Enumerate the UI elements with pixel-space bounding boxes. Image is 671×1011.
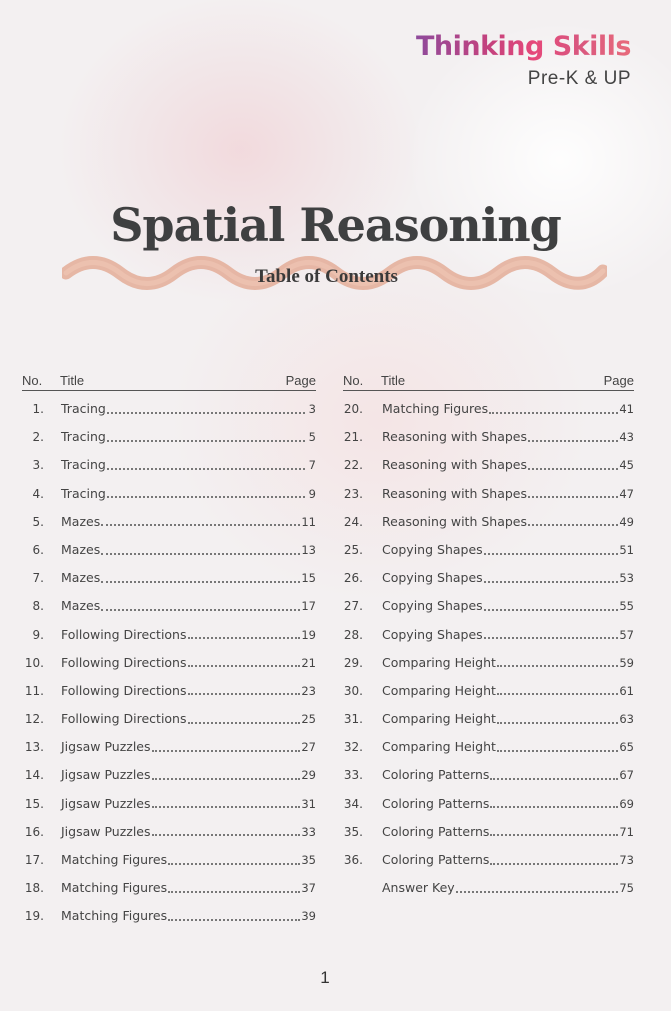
- book-title: Spatial Reasoning: [110, 198, 561, 252]
- entry-title: Copying Shapes: [382, 626, 483, 642]
- dot-leader: [490, 862, 618, 865]
- dot-leader: [528, 467, 618, 470]
- toc-entry: [22, 621, 316, 649]
- dot-leader: [152, 833, 301, 836]
- entry-page: 59: [619, 655, 634, 670]
- entry-number: 2.: [32, 430, 44, 445]
- entry-number: 6.: [32, 542, 44, 557]
- series-age-level: Pre-K & UP: [527, 68, 631, 89]
- entry-number: 15.: [24, 796, 44, 811]
- entry-number: 13.: [24, 740, 44, 755]
- entry-title: Jigsaw Puzzles: [61, 823, 151, 839]
- entry-page: 63: [619, 712, 634, 727]
- entry-page: 73: [619, 853, 634, 867]
- entry-page: 65: [619, 740, 634, 755]
- entry-number: 35.: [343, 824, 363, 839]
- entry-page: 17: [301, 599, 316, 614]
- toc-entry: [343, 677, 634, 705]
- dot-leader: [101, 580, 300, 583]
- dot-leader: [101, 523, 300, 526]
- entry-page: 11: [301, 514, 316, 529]
- toc-entry: [343, 733, 634, 761]
- entry-number: 18.: [24, 881, 44, 896]
- entry-number: 32.: [343, 740, 363, 755]
- entry-page: 49: [619, 514, 634, 529]
- entry-number: 17.: [24, 853, 44, 867]
- entry-title: Reasoning with Shapes: [382, 429, 528, 445]
- toc-entry: [22, 790, 316, 818]
- toc-entry: [22, 423, 316, 451]
- dot-leader: [101, 608, 300, 611]
- toc-entry: [22, 761, 316, 789]
- entry-number: 34.: [343, 796, 363, 811]
- entry-number: 26.: [343, 571, 363, 586]
- dot-leader: [497, 721, 618, 724]
- dot-leader: [188, 721, 301, 724]
- dot-leader: [168, 862, 300, 865]
- entry-title: Coloring Patterns: [382, 823, 490, 839]
- entry-title: Copying Shapes: [382, 598, 483, 614]
- dot-leader: [497, 664, 618, 667]
- toc-entry: [22, 705, 316, 733]
- toc-entry: [343, 423, 634, 451]
- entry-page: 53: [619, 571, 634, 586]
- header-page: Page: [603, 373, 634, 388]
- toc-entry: [343, 761, 634, 789]
- toc-entry: [22, 536, 316, 564]
- toc-entry: [22, 677, 316, 705]
- entry-title: Coloring Patterns: [382, 795, 490, 811]
- header-title: Title: [60, 373, 85, 388]
- entry-page: 31: [301, 796, 316, 811]
- toc-entry: [343, 846, 634, 874]
- toc-entry: [22, 564, 316, 592]
- entry-page: 39: [301, 909, 316, 924]
- toc-entry: [22, 508, 316, 536]
- entry-number: 21.: [343, 430, 363, 445]
- dot-leader: [528, 523, 618, 526]
- entry-page: 51: [619, 542, 634, 557]
- entry-number: 7.: [32, 571, 44, 586]
- entry-number: 16.: [24, 824, 44, 839]
- entry-page: 7: [308, 458, 316, 473]
- entry-page: 21: [301, 655, 316, 670]
- entry-page: 41: [619, 402, 634, 416]
- toc-entry: [343, 480, 634, 508]
- dot-leader: [107, 411, 305, 414]
- entry-number: 22.: [343, 458, 363, 473]
- entry-number: 29.: [343, 655, 363, 670]
- entry-page: 69: [619, 796, 634, 811]
- header-page: Page: [285, 373, 316, 388]
- entry-page: 29: [301, 768, 316, 783]
- entry-title: Matching Figures: [61, 908, 168, 924]
- entry-page: 71: [619, 824, 634, 839]
- dot-leader: [152, 749, 301, 752]
- entry-title: Comparing Height: [382, 654, 496, 670]
- dot-leader: [489, 411, 618, 414]
- entry-title: Comparing Height: [382, 682, 496, 698]
- toc-entry: [22, 649, 316, 677]
- entry-title: Mazes: [61, 598, 101, 614]
- toc-entry: [343, 790, 634, 818]
- entry-title: Comparing Height: [382, 739, 496, 755]
- entry-number: 36.: [343, 853, 363, 867]
- toc-entry: [22, 395, 316, 423]
- toc-entry: [22, 733, 316, 761]
- dot-leader: [528, 439, 618, 442]
- entry-title: Tracing: [61, 485, 106, 501]
- entry-title: Copying Shapes: [382, 541, 483, 557]
- header-no: No.: [343, 373, 364, 388]
- entry-title: Jigsaw Puzzles: [61, 767, 151, 783]
- entry-title: Copying Shapes: [382, 570, 483, 586]
- toc-entry: [343, 395, 634, 423]
- entry-title: Reasoning with Shapes: [382, 485, 528, 501]
- entry-title: Reasoning with Shapes: [382, 513, 528, 529]
- entry-number: 3.: [32, 458, 44, 473]
- entry-title: Matching Figures: [61, 880, 168, 896]
- dot-leader: [497, 692, 618, 695]
- entry-number: 33.: [343, 768, 363, 783]
- entry-number: 1.: [32, 402, 44, 416]
- entry-page: 61: [619, 683, 634, 698]
- entry-page: 35: [301, 853, 316, 867]
- entry-number: 24.: [343, 514, 363, 529]
- dot-leader: [107, 467, 305, 470]
- entry-title: Jigsaw Puzzles: [61, 795, 151, 811]
- dot-leader: [484, 580, 619, 583]
- entry-page: 25: [301, 712, 316, 727]
- entry-page: 43: [619, 430, 634, 445]
- toc-header: [22, 368, 316, 391]
- entry-number: 19.: [24, 909, 44, 924]
- entry-page: 75: [619, 881, 634, 896]
- entry-title: Coloring Patterns: [382, 767, 490, 783]
- toc-entry: [343, 451, 634, 479]
- toc-entry: [22, 874, 316, 902]
- entry-number: 23.: [343, 486, 363, 501]
- entry-page: 67: [619, 768, 634, 783]
- toc-entry: [343, 705, 634, 733]
- header-title: Title: [381, 373, 406, 388]
- dot-leader: [188, 636, 301, 639]
- dot-leader: [188, 664, 301, 667]
- entry-title: Tracing: [61, 429, 106, 445]
- entry-title: Reasoning with Shapes: [382, 457, 528, 473]
- entry-page: 57: [619, 627, 634, 642]
- entry-title: Jigsaw Puzzles: [61, 739, 151, 755]
- dot-leader: [490, 833, 618, 836]
- dot-leader: [168, 890, 300, 893]
- dot-leader: [497, 749, 618, 752]
- dot-leader: [152, 805, 301, 808]
- dot-leader: [152, 777, 301, 780]
- entry-number: 4.: [32, 486, 44, 501]
- dot-leader: [490, 777, 618, 780]
- entry-title: Following Directions: [61, 654, 187, 670]
- page-number: 1: [320, 968, 330, 987]
- toc-entry: [343, 564, 634, 592]
- entry-page: 9: [308, 486, 316, 501]
- entry-title: Comparing Height: [382, 711, 496, 727]
- entry-page: 47: [619, 486, 634, 501]
- entry-title: Tracing: [61, 457, 106, 473]
- entry-title: Matching Figures: [382, 401, 489, 416]
- entry-page: 55: [619, 599, 634, 614]
- entry-title: Following Directions: [61, 682, 187, 698]
- entry-page: 19: [301, 627, 316, 642]
- entry-number: 28.: [343, 627, 363, 642]
- toc-entry: [22, 480, 316, 508]
- entry-title: Mazes: [61, 541, 101, 557]
- entry-number: 31.: [343, 712, 363, 727]
- entry-title: Tracing: [61, 401, 106, 416]
- toc-entry: [343, 536, 634, 564]
- toc-column-left: [22, 368, 316, 931]
- entry-page: 27: [301, 740, 316, 755]
- entry-number: 9.: [32, 627, 44, 642]
- entry-page: 13: [301, 542, 316, 557]
- series-brand: [416, 30, 631, 90]
- heading-block: [0, 198, 671, 308]
- entry-page: 33: [301, 824, 316, 839]
- entry-page: 37: [301, 881, 316, 896]
- entry-number: 10.: [24, 655, 44, 670]
- dot-leader: [484, 636, 619, 639]
- entry-title: Mazes: [61, 513, 101, 529]
- entry-number: 12.: [24, 712, 44, 727]
- dot-leader: [490, 805, 618, 808]
- entry-title: Following Directions: [61, 626, 187, 642]
- dot-leader: [484, 552, 619, 555]
- toc-entry: [343, 818, 634, 846]
- entry-page: 23: [301, 683, 316, 698]
- series-title: Thinking Skills: [415, 31, 631, 62]
- entry-title: Coloring Patterns: [382, 852, 490, 867]
- entry-page: 15: [301, 571, 316, 586]
- toc-entry: [22, 592, 316, 620]
- entry-title: Mazes: [61, 570, 101, 586]
- dot-leader: [168, 918, 300, 921]
- entry-number: 27.: [343, 599, 363, 614]
- dot-leader: [456, 890, 619, 893]
- entry-title: Answer Key: [382, 880, 455, 896]
- toc-entries-left: [22, 395, 316, 931]
- toc-entry: [343, 649, 634, 677]
- toc-entry: [22, 902, 316, 930]
- header-no: No.: [22, 373, 43, 388]
- toc-header: [343, 368, 634, 391]
- entry-title: Matching Figures: [61, 852, 168, 867]
- toc-entry: [343, 592, 634, 620]
- entry-page: 45: [619, 458, 634, 473]
- entry-title: Following Directions: [61, 711, 187, 727]
- entry-page: 3: [308, 402, 316, 416]
- toc-entry: [22, 451, 316, 479]
- toc-entries-right: [343, 395, 634, 902]
- toc-heading: Table of Contents: [255, 266, 398, 287]
- entry-number: 30.: [343, 683, 363, 698]
- toc-entry: [343, 508, 634, 536]
- toc-entry: [22, 846, 316, 874]
- toc-entry: [343, 874, 634, 902]
- entry-number: 14.: [24, 768, 44, 783]
- dot-leader: [107, 495, 305, 498]
- entry-page: 5: [308, 430, 316, 445]
- entry-number: 5.: [32, 514, 44, 529]
- entry-number: 25.: [343, 542, 363, 557]
- entry-number: 8.: [32, 599, 44, 614]
- dot-leader: [528, 495, 618, 498]
- dot-leader: [107, 439, 305, 442]
- entry-number: 20.: [343, 402, 363, 416]
- dot-leader: [101, 552, 300, 555]
- dot-leader: [484, 608, 619, 611]
- entry-number: 11.: [24, 683, 44, 698]
- toc-column-right: [343, 368, 634, 902]
- dot-leader: [188, 692, 301, 695]
- toc-entry: [22, 818, 316, 846]
- toc-entry: [343, 621, 634, 649]
